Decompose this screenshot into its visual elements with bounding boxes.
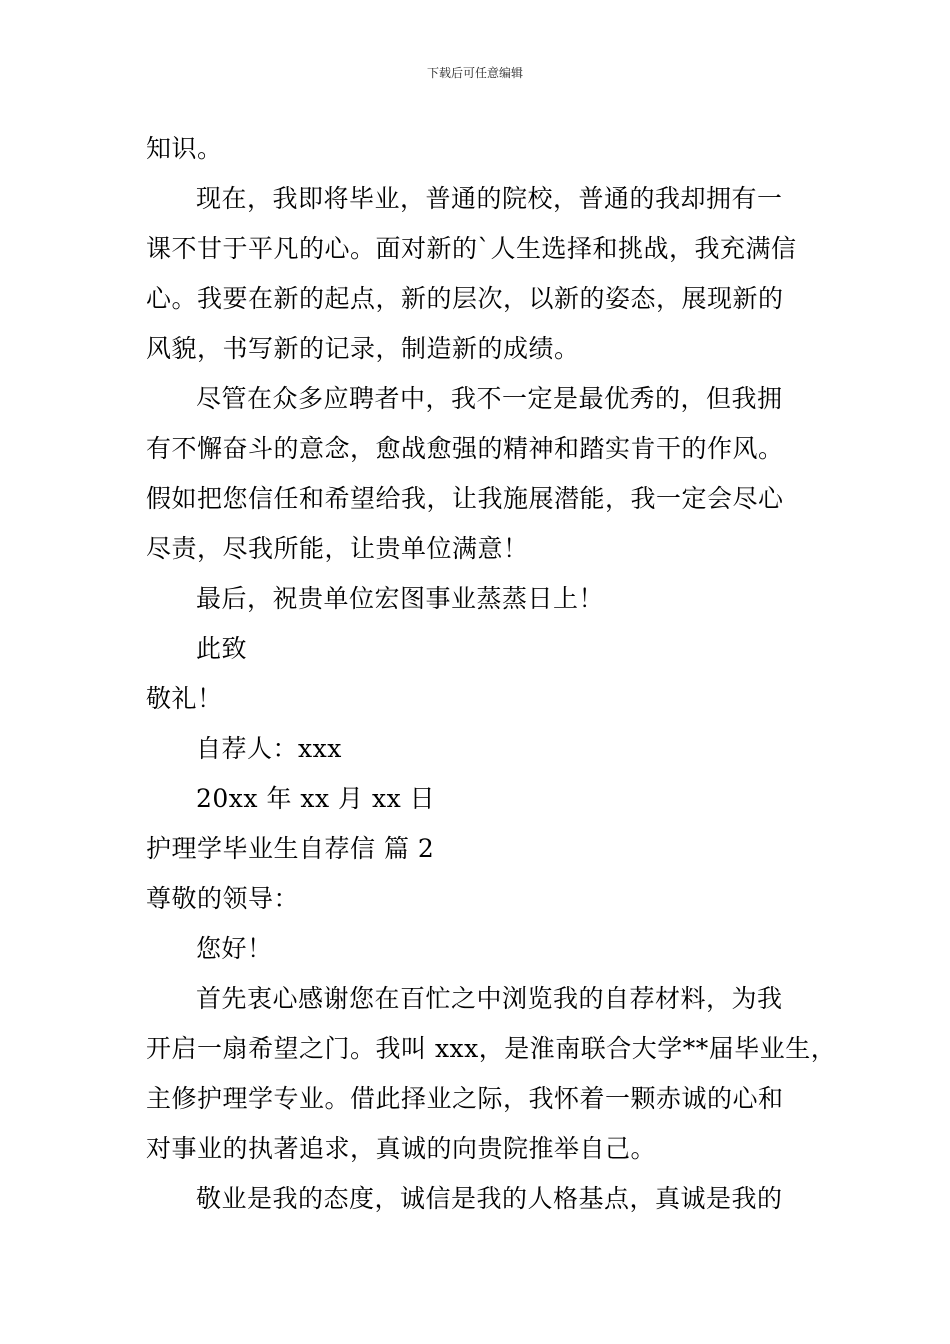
text-line: 有不懈奋斗的意念，愈战愈强的精神和踏实肯干的作风。 xyxy=(146,434,784,463)
text-line: 心。我要在新的起点，新的层次，以新的姿态，展现新的 xyxy=(146,284,784,313)
text-line: 假如把您信任和希望给我，让我施展潜能，我一定会尽心 xyxy=(146,484,784,513)
text-line: 首先衷心感谢您在百忙之中浏览我的自荐材料，为我 xyxy=(196,984,783,1013)
text-line: 课不甘于平凡的心。面对新的`人生选择和挑战，我充满信 xyxy=(146,234,797,263)
text-line: 此致 xyxy=(196,634,248,663)
text-line: 最后，祝贵单位宏图事业蒸蒸日上！ xyxy=(196,584,605,613)
text-line: 尽管在众多应聘者中，我不一定是最优秀的，但我拥 xyxy=(196,384,783,413)
text-line: 尊敬的领导： xyxy=(146,884,300,913)
text-line: 20xx 年 xx 月 xx 日 xyxy=(196,784,436,813)
text-line: 敬礼！ xyxy=(146,684,223,713)
text-line: 风貌，书写新的记录，制造新的成绩。 xyxy=(146,334,580,363)
text-line: 尽责，尽我所能，让贵单位满意！ xyxy=(146,534,529,563)
text-line: 开启一扇希望之门。我叫 xxx，是淮南联合大学**届毕业生， xyxy=(146,1034,837,1063)
text-line: 您好！ xyxy=(196,934,273,963)
document-body xyxy=(146,124,837,1224)
text-line: 主修护理学专业。借此择业之际，我怀着一颗赤诚的心和 xyxy=(146,1084,784,1113)
text-line: 对事业的执著追求，真诚的向贵院推举自己。 xyxy=(146,1134,657,1163)
text-line: 敬业是我的态度，诚信是我的人格基点，真诚是我的 xyxy=(196,1184,783,1213)
text-line: 自荐人：xxx xyxy=(196,734,342,763)
page-header: 下载后可任意编辑 xyxy=(426,66,523,80)
text-line: 护理学毕业生自荐信 篇 2 xyxy=(146,834,435,863)
text-line: 知识。 xyxy=(146,134,223,163)
text-line: 现在，我即将毕业，普通的院校，普通的我却拥有一 xyxy=(196,184,783,213)
